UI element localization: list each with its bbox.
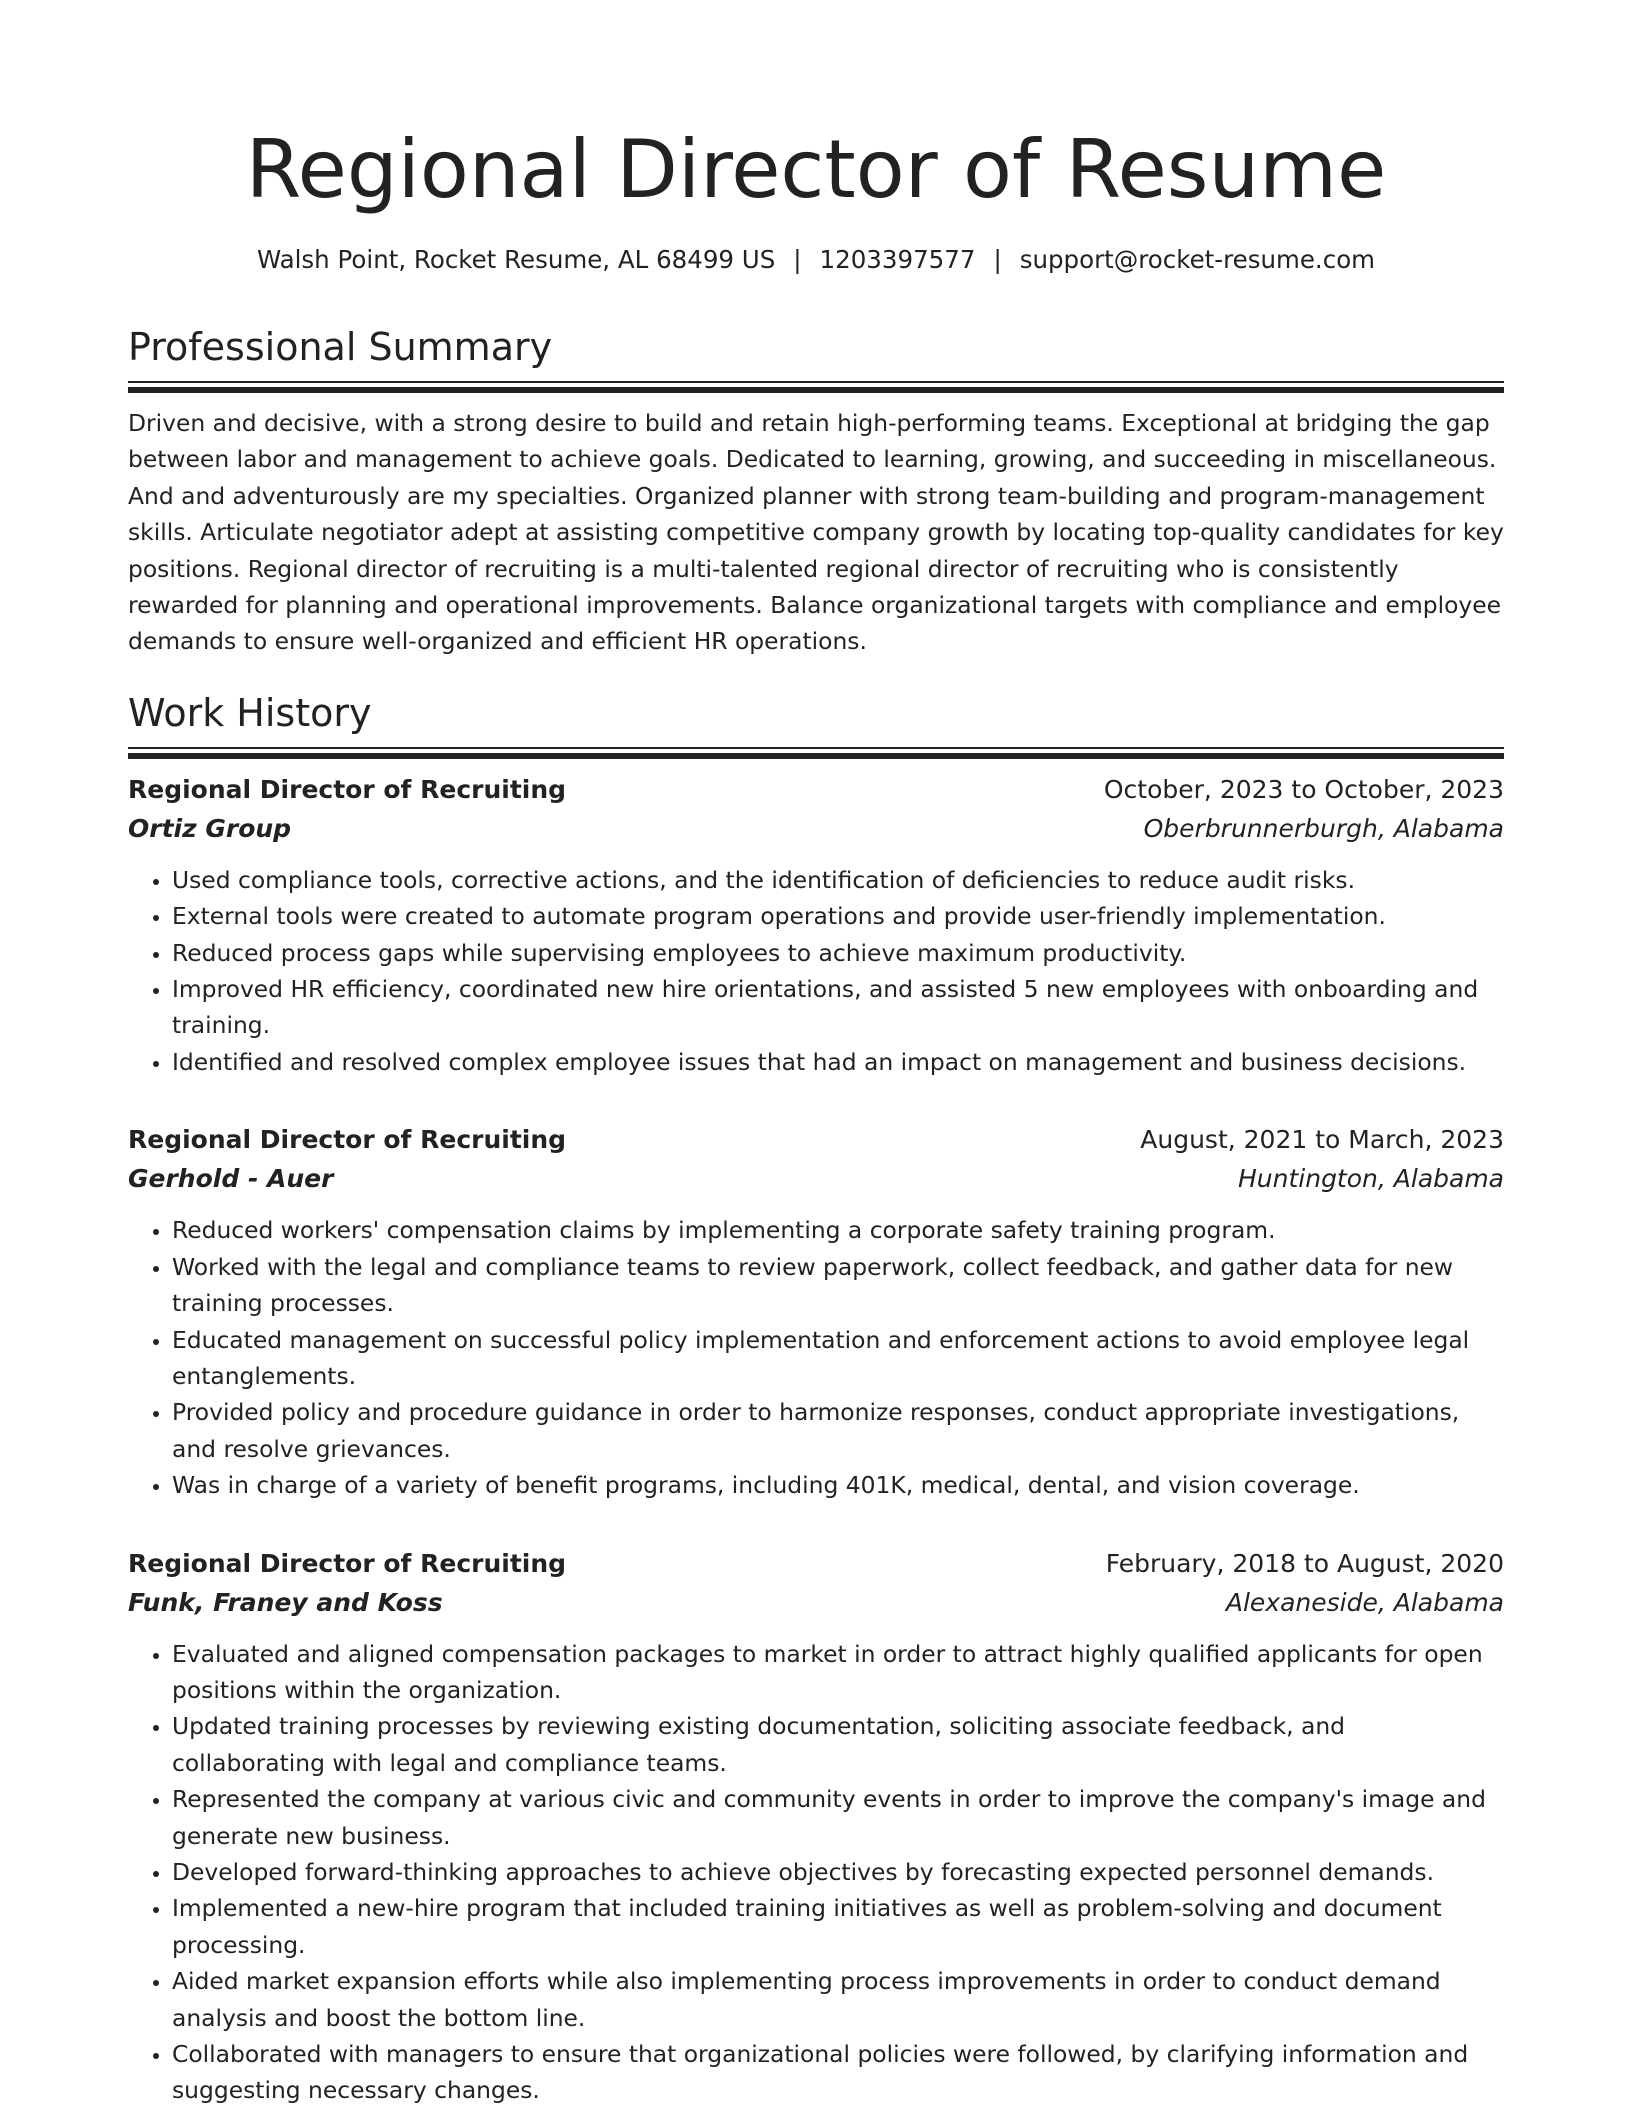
section-divider bbox=[128, 381, 1504, 391]
job-company: Ortiz Group bbox=[128, 813, 292, 843]
job-location: Alexaneside, Alabama bbox=[1225, 1587, 1504, 1617]
job-bullet: • Updated training processes by reviewing existing documentation, soliciting associate feedback, and collaborating with legal and compliance teams. bbox=[172, 1708, 1504, 1781]
job-bullet: • Collaborated with managers to ensure that organizational policies were followed, by clarifying information and suggesting necessary changes. bbox=[172, 2036, 1504, 2109]
job-title: Regional Director of Recruiting bbox=[128, 774, 567, 804]
job-bullet: • External tools were created to automate program operations and provide user-friendly implementation. bbox=[172, 898, 1504, 934]
job-bullet: • Represented the company at various civic and community events in order to improve the company's image and generate new business. bbox=[172, 1781, 1504, 1854]
job-bullet: • Reduced process gaps while supervising employees to achieve maximum productivity. bbox=[172, 935, 1504, 971]
job-dates: February, 2018 to August, 2020 bbox=[1105, 1548, 1504, 1578]
job-bullet: • Evaluated and aligned compensation packages to market in order to attract highly qualified applicants for open positions within the organization. bbox=[172, 1636, 1504, 1709]
contact-phone: 1203397577 bbox=[819, 245, 976, 274]
job-bullets bbox=[128, 862, 1504, 1080]
job-bullet: • Provided policy and procedure guidance in order to harmonize responses, conduct appropriate investigations, and resolve grievances. bbox=[172, 1394, 1504, 1467]
job-location: Oberbrunnerburgh, Alabama bbox=[1143, 813, 1504, 843]
job-dates: August, 2021 to March, 2023 bbox=[1140, 1125, 1504, 1155]
resume-name: Regional Director of Resume bbox=[245, 123, 1387, 216]
section-divider bbox=[128, 747, 1504, 757]
job-bullet: • Developed forward-thinking approaches to achieve objectives by forecasting expected personnel demands. bbox=[172, 1854, 1504, 1890]
job-entry bbox=[128, 1544, 1504, 2109]
job-location: Huntington, Alabama bbox=[1237, 1164, 1504, 1194]
job-header-row bbox=[128, 1544, 1504, 1583]
job-header-row bbox=[128, 1120, 1504, 1159]
job-bullet: • Worked with the legal and compliance teams to review paperwork, collect feedback, and gather data for new training processes. bbox=[172, 1249, 1504, 1322]
job-title: Regional Director of Recruiting bbox=[128, 1548, 567, 1578]
job-bullets bbox=[128, 1212, 1504, 1503]
section-title-work-history: Work History bbox=[128, 690, 372, 735]
job-bullet: • Improved HR efficiency, coordinated new hire orientations, and assisted 5 new employees with onboarding and training. bbox=[172, 971, 1504, 1044]
job-title: Regional Director of Recruiting bbox=[128, 1125, 567, 1155]
job-company: Funk, Franey and Koss bbox=[128, 1587, 443, 1617]
job-company-row bbox=[128, 1159, 1504, 1198]
contact-separator: | bbox=[993, 245, 1002, 274]
contact-line bbox=[128, 242, 1504, 278]
job-bullet: • Identified and resolved complex employee issues that had an impact on management and business decisions. bbox=[172, 1044, 1504, 1080]
contact-email: support@rocket-resume.com bbox=[1019, 245, 1376, 274]
contact-address: Walsh Point, Rocket Resume, AL 68499 US bbox=[256, 245, 776, 274]
job-dates: October, 2023 to October, 2023 bbox=[1103, 774, 1504, 804]
job-bullet: • Aided market expansion efforts while also implementing process improvements in order to conduct demand analysis and boost the bottom line. bbox=[172, 1963, 1504, 2036]
section-title-summary: Professional Summary bbox=[128, 325, 553, 369]
job-company-row bbox=[128, 809, 1504, 848]
job-entry bbox=[128, 1120, 1504, 1503]
job-company-row bbox=[128, 1583, 1504, 1622]
job-bullet: • Used compliance tools, corrective actions, and the identification of deficiencies to reduce audit risks. bbox=[172, 862, 1504, 898]
resume-page bbox=[128, 118, 1504, 2109]
summary-text: Driven and decisive, with a strong desire to build and retain high-performing teams. Exceptional at bridging the gap between labor and management to achieve goals. Dedicated to learning, growing, and succeeding in miscellaneous. And and adventurously are my specialties. Organized planner with strong team-building and program-management skills. Articulate negotiator adept at assisting competitive company growth by locating top-quality candidates for key positions. Regional director of recruiting is a multi-talented regional director of recruiting who is consistently rewarded for planning and operational improvements. Balance organizational targets with compliance and employee demands to ensure well-organized and efficient HR operations. bbox=[128, 409, 1504, 656]
job-bullet: • Was in charge of a variety of benefit programs, including 401K, medical, dental, and vision coverage. bbox=[172, 1467, 1504, 1503]
job-bullet: • Educated management on successful policy implementation and enforcement actions to avoid employee legal entanglements. bbox=[172, 1322, 1504, 1395]
job-entry bbox=[128, 770, 1504, 1080]
work-history-section bbox=[128, 689, 1504, 2109]
job-bullet: • Reduced workers' compensation claims by implementing a corporate safety training program. bbox=[172, 1212, 1504, 1248]
job-bullet: • Implemented a new-hire program that included training initiatives as well as problem-solving and document processing. bbox=[172, 1890, 1504, 1963]
job-bullets bbox=[128, 1636, 1504, 2109]
job-header-row bbox=[128, 770, 1504, 809]
job-company: Gerhold - Auer bbox=[128, 1164, 334, 1194]
contact-separator: | bbox=[793, 245, 802, 274]
professional-summary-section bbox=[128, 323, 1504, 660]
